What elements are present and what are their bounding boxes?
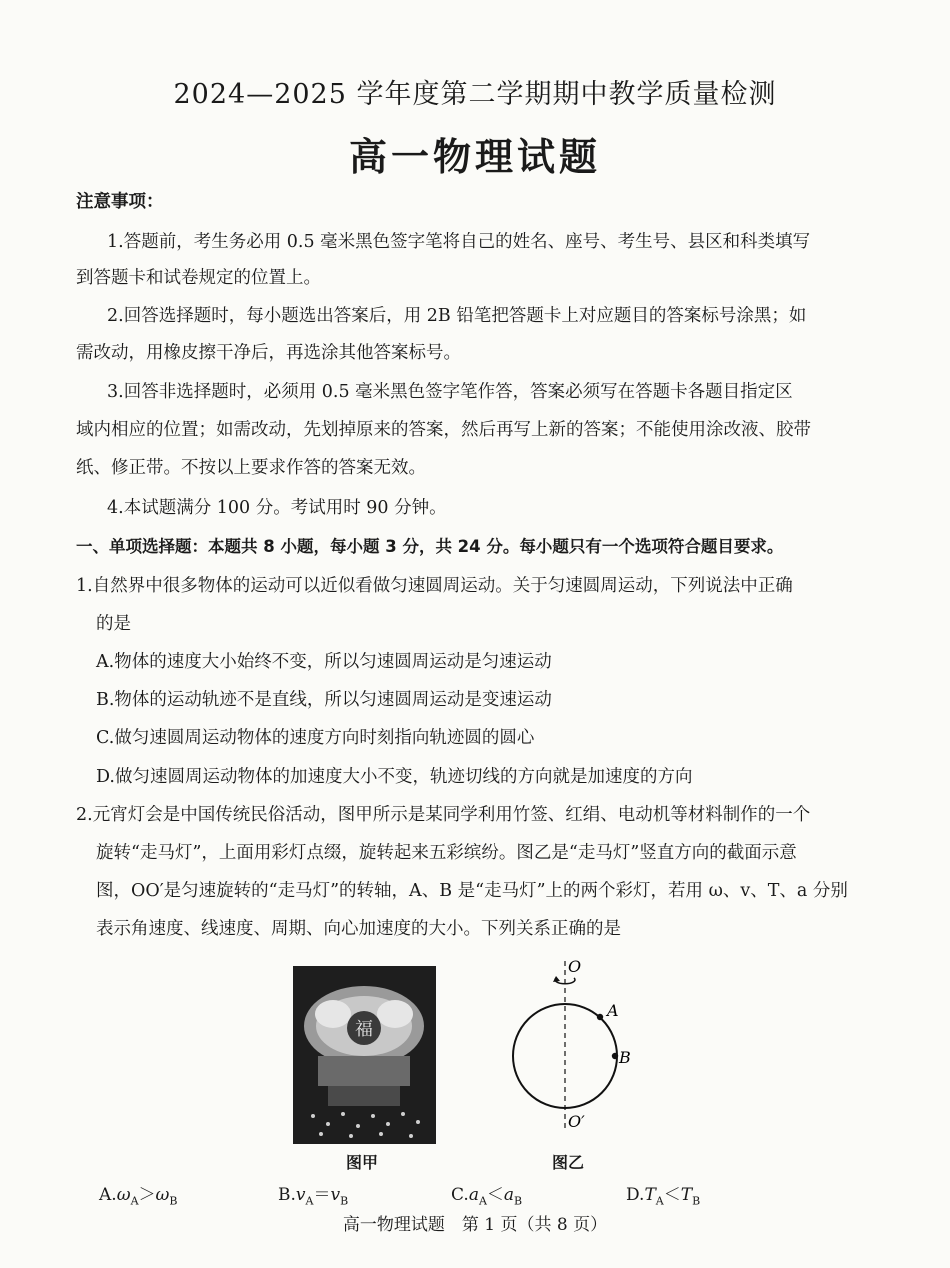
relation: ＞ [138,1185,156,1205]
subscript: B [514,1194,523,1208]
option-letter: A. [99,1185,117,1205]
symbol: v [295,1185,306,1205]
page-footer: 高一物理试题 第 1 页（共 8 页） [342,1215,608,1235]
question-1-stem-cont: 的是 [96,614,131,634]
figure-a-label: 图甲 [346,1153,379,1172]
subscript: A [130,1194,139,1208]
symbol: T [680,1185,693,1205]
subscript: B [692,1194,701,1208]
lantern-illustration [293,966,436,1144]
subscript: A [305,1194,314,1208]
question-2-option-d [626,1180,700,1207]
symbol: v [330,1185,341,1205]
relation: ＜ [663,1185,681,1205]
question-2-option-a [99,1180,177,1207]
figure-b-label: 图乙 [552,1153,585,1172]
notice-line: 需改动，用橡皮擦干净后，再选涂其他答案标号。 [76,343,461,363]
lantern-photo [293,966,436,1144]
question-1-stem: 1.自然界中很多物体的运动可以近似看做匀速圆周运动。关于匀速圆周运动，下列说法中正确 [76,576,793,596]
lamp-b-dot [612,1053,618,1059]
question-2-stem: 旋转“走马灯”，上面用彩灯点缀，旋转起来五彩缤纷。图乙是“走马灯”竖直方向的截面示意 [96,843,797,863]
option-letter: C. [451,1185,469,1205]
subscript: B [340,1194,349,1208]
fu-character: 福 [355,1019,373,1040]
page-title: 高一物理试题 [348,135,601,179]
option-letter: D. [626,1185,645,1205]
notice-line: 1.答题前，考生务必用 0.5 毫米黑色签字笔将自己的姓名、座号、考生号、县区和科类填写 [107,232,811,252]
lantern-cross-section-diagram [490,956,640,1131]
symbol: a [468,1185,479,1205]
symbol: ω [116,1185,131,1205]
question-1-option-a: A.物体的速度大小始终不变，所以匀速圆周运动是匀速运动 [96,652,552,672]
relation: ＝ [313,1185,331,1205]
point-b-label: B [619,1048,631,1067]
axis-bottom-label: O′ [568,1112,585,1131]
notice-line: 纸、修正带。不按以上要求作答的答案无效。 [76,458,426,478]
question-2-stem: 2.元宵灯会是中国传统民俗活动，图甲所示是某同学利用竹签、红绢、电动机等材料制作的一个 [76,805,811,825]
notice-heading: 注意事项： [76,192,164,212]
section-heading: 一、单项选择题：本题共 8 小题，每小题 3 分，共 24 分。每小题只有一个选项符合题目要求。 [76,537,784,556]
lamp-a-dot [597,1014,603,1020]
question-2-option-b [278,1180,348,1207]
relation: ＜ [486,1185,504,1205]
notice-line: 到答题卡和试卷规定的位置上。 [76,268,321,288]
option-letter: B. [278,1185,296,1205]
question-1-option-c: C.做匀速圆周运动物体的速度方向时刻指向轨迹圆的圆心 [96,728,535,748]
notice-line: 2.回答选择题时，每小题选出答案后，用 2B 铅笔把答题卡上对应题目的答案标号涂黑；如 [107,306,807,326]
exam-year-line: 2024—2025 学年度第二学期期中教学质量检测 [173,79,777,110]
question-2-stem: 图，OO′是匀速旋转的“走马灯”的转轴，A、B 是“走马灯”上的两个彩灯，若用 ω、v、T、a 分别 [96,881,848,901]
question-1-option-d: D.做匀速圆周运动物体的加速度大小不变，轨迹切线的方向就是加速度的方向 [96,767,693,787]
question-2-stem: 表示角速度、线速度、周期、向心加速度的大小。下列关系正确的是 [96,919,621,939]
axis-top-label: O [568,957,582,976]
subscript: B [169,1194,178,1208]
subscript: A [478,1194,487,1208]
notice-line: 4.本试题满分 100 分。考试用时 90 分钟。 [107,498,447,518]
point-a-label: A [607,1001,619,1020]
symbol: ω [155,1185,170,1205]
symbol: T [644,1185,656,1205]
notice-line: 域内相应的位置；如需改动，先划掉原来的答案，然后再写上新的答案；不能使用涂改液、胶带 [76,420,811,440]
question-2-option-c [451,1180,522,1207]
symbol: a [503,1185,515,1205]
subscript: A [655,1194,664,1208]
question-1-option-b: B.物体的运动轨迹不是直线，所以匀速圆周运动是变速运动 [96,690,552,710]
notice-line: 3.回答非选择题时，必须用 0.5 毫米黑色签字笔作答，答案必须写在答题卡各题目指定区 [107,382,793,402]
